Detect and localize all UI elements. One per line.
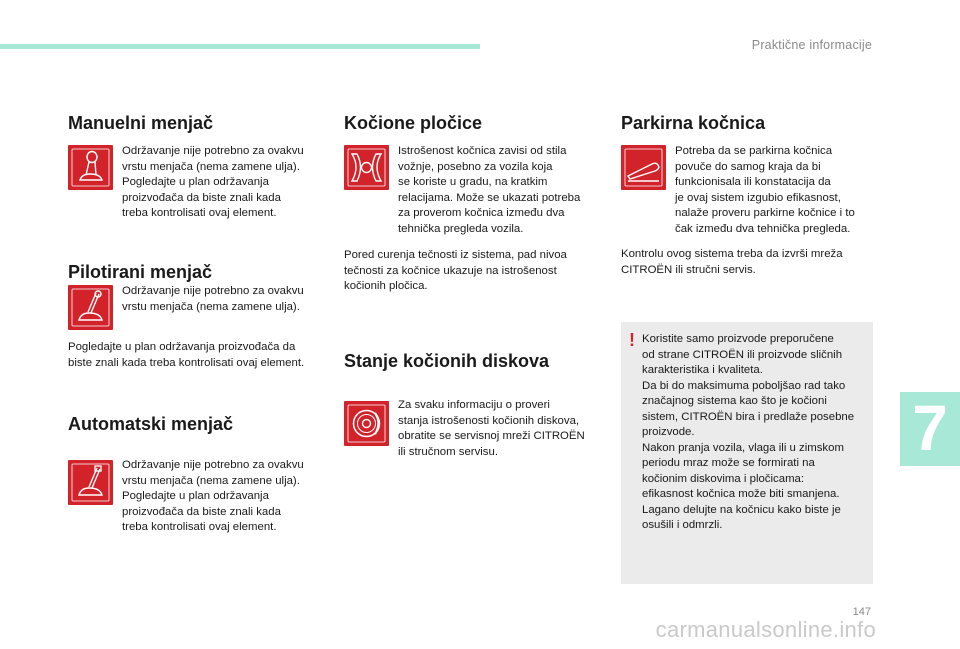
warning-icon: ! — [629, 330, 635, 350]
brake-disc-icon — [344, 401, 389, 446]
heading-parking-brake: Parkirna kočnica — [621, 113, 766, 133]
warning-text: Koristite samo proizvode preporučene od strane CITROËN ili proizvode sličnih karakteristika i kvaliteta. Da bi do maksimuma poboljšao rad tako značajnog sistema kao što je kočioni sistem, CITROËN bira i predlaže posebne proizvode. Nakon pranja vozila, vlaga ili u zimskom periodu mraz može se formirati na kočionim diskovima i pločicama: efikasnost kočnica može biti smanjena. Lagano delujte na kočnicu kako biste je osušili i odmrzli. — [642, 333, 855, 531]
piloted-gear-lever-icon — [68, 285, 113, 330]
watermark: carmanualsonline.info — [655, 617, 876, 642]
gear-lever-icon — [68, 145, 113, 190]
heading-manual-gearbox: Manuelni menjač — [68, 113, 214, 133]
heading-brake-pads: Kočione pločice — [344, 113, 483, 133]
warning-box — [621, 322, 873, 584]
manual-gearbox-text: Održavanje nije potrebno za ovakvu vrstu menjača (nema zamene ulja). Pogledajte u plan održavanja proizvođača da biste znali kada treba kontrolisati ovaj element. — [122, 145, 304, 219]
heading-brake-discs: Stanje kočionih diskova — [344, 351, 550, 371]
piloted-gearbox-text: Održavanje nije potrebno za ovakvu vrstu menjača (nema zamene ulja). — [122, 285, 304, 313]
brake-pads-text: Istrošenost kočnica zavisi od stila vožnje, posebno za vozila koja se koriste u gradu, na kratkim relacijama. Može se ukazati potreba za proverom kočnica između dva tehnička pregleda vozila. — [398, 145, 581, 235]
header-accent-bar — [0, 44, 480, 49]
brake-pads-paragraph: Pored curenja tečnosti iz sistema, pad nivoa tečnosti za kočnice ukazuje na istrošenost kočionih pločica. — [344, 249, 567, 292]
automatic-gearbox-text: Održavanje nije potrebno za ovakvu vrstu menjača (nema zamene ulja). Pogledajte u plan održavanja proizvođača da biste znali kada treba kontrolisati ovaj element. — [122, 459, 304, 533]
heading-automatic-gearbox: Automatski menjač — [68, 414, 234, 434]
brake-discs-text: Za svaku informaciju o proveri stanja istrošenosti kočionih diskova, obratite se servisnoj mreži CITROËN ili stručnom servisu. — [398, 399, 585, 458]
chapter-tab — [900, 392, 960, 466]
brake-pads-icon — [344, 145, 389, 190]
chapter-number: 7 — [912, 392, 948, 464]
header-title: Praktične informacije — [751, 38, 872, 52]
parking-brake-icon — [621, 145, 666, 190]
piloted-gearbox-paragraph: Pogledajte u plan održavanja proizvođača da biste znali kada treba kontrolisati ovaj element. — [68, 341, 305, 369]
parking-brake-text: Potreba da se parkirna kočnica povuče do samog kraja da bi funkcionisala ili konstatacija da je ovaj sistem izgubio efikasnost, nalaže proveru parkirne kočnice i to čak između dva tehnička pregleda. — [675, 145, 855, 235]
parking-brake-paragraph: Kontrolu ovog sistema treba da izvrši mreža CITROËN ili stručni servis. — [621, 248, 843, 276]
automatic-selector-icon — [68, 460, 113, 505]
heading-piloted-gearbox: Pilotirani menjač — [68, 262, 213, 282]
page-number: 147 — [852, 606, 871, 618]
